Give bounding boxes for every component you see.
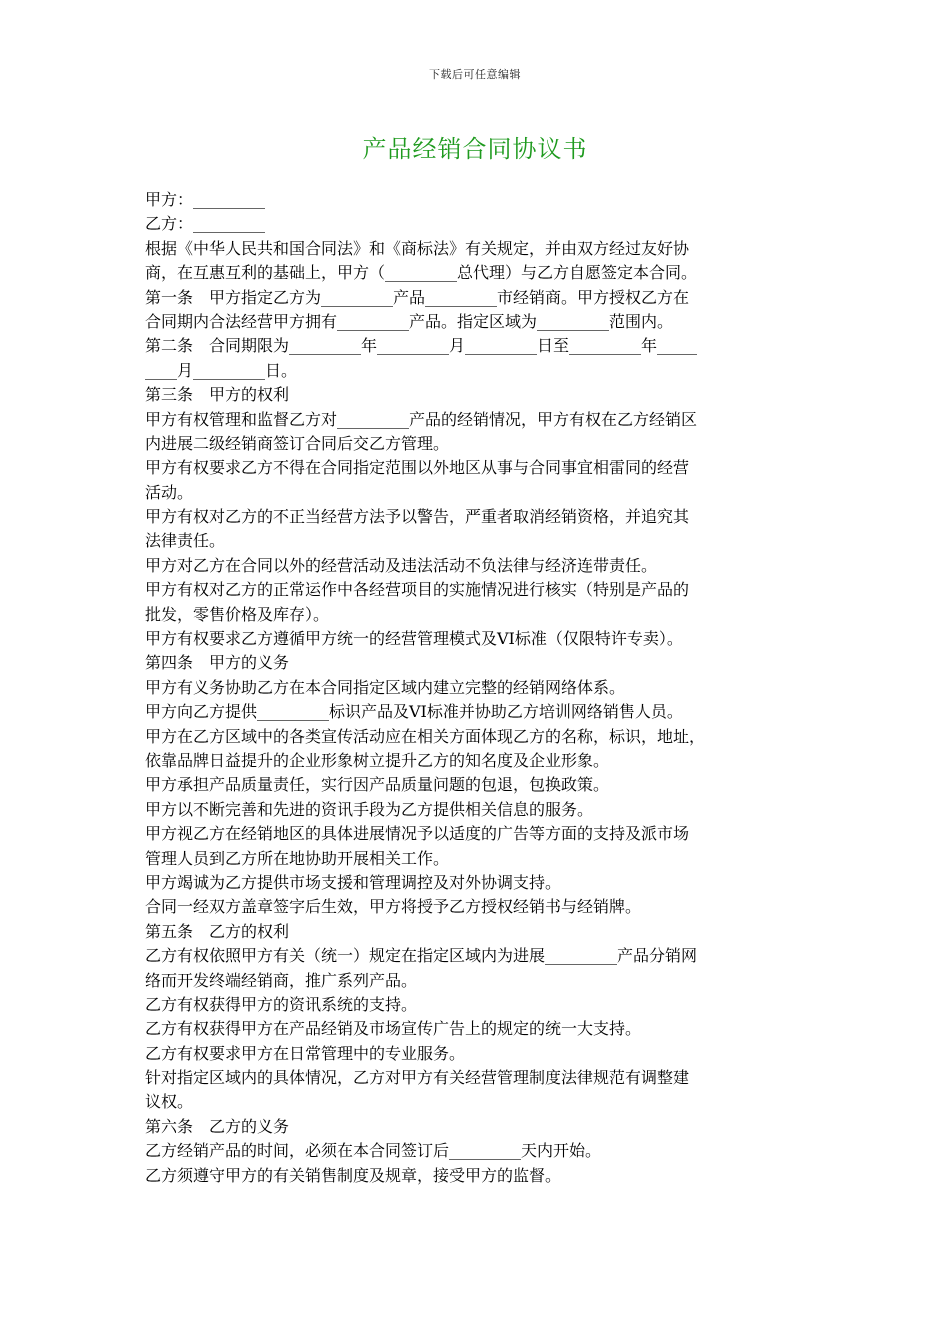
contract-text-line: 乙方须遵守甲方的有关销售制度及规章，接受甲方的监督。: [145, 1165, 562, 1185]
contract-text-line: 第六条 乙方的义务: [145, 1116, 290, 1136]
contract-text-line: 甲方向乙方提供_________标识产品及VI标准并协助乙方培训网络销售人员。: [145, 702, 683, 722]
contract-text-line: 甲方有义务协助乙方在本合同指定区域内建立完整的经销网络体系。: [145, 677, 626, 697]
contract-text-line: 甲方有权对乙方的正常运作中各经营项目的实施情况进行核实（特别是产品的: [145, 580, 690, 600]
contract-body: [145, 188, 810, 1188]
contract-text-line: 乙方有权获得甲方的资讯系统的支持。: [145, 994, 418, 1014]
contract-text-line: 甲方有权要求乙方遵循甲方统一的经营管理模式及VI标准（仅限特许专卖）。: [145, 629, 683, 649]
contract-text-line: 合同一经双方盖章签字后生效，甲方将授予乙方授权经销书与经销牌。: [145, 897, 642, 917]
contract-text-line: 法律责任。: [145, 531, 226, 551]
contract-text-line: 甲方竭诚为乙方提供市场支援和管理调控及对外协调支持。: [145, 872, 562, 892]
contract-text-line: 依靠品牌日益提升的企业形象树立提升乙方的知名度及企业形象。: [145, 750, 610, 770]
contract-text-line: 管理人员到乙方所在地协助开展相关工作。: [145, 848, 450, 868]
contract-text-line: 乙方：_________: [145, 214, 266, 234]
contract-text-line: 根据《中华人民共和国合同法》和《商标法》有关规定，并由双方经过友好协: [145, 238, 690, 258]
contract-text-line: 甲方视乙方在经销地区的具体进展情况予以适度的广告等方面的支持及派市场: [145, 824, 690, 844]
contract-text-line: 甲方承担产品质量责任，实行因产品质量问题的包退，包换政策。: [145, 775, 610, 795]
contract-text-line: 商，在互惠互利的基础上，甲方（_________总代理）与乙方自愿签定本合同。: [145, 263, 698, 283]
contract-text-line: 甲方有权对乙方的不正当经营方法予以警告，严重者取消经销资格，并追究其: [145, 507, 690, 527]
contract-text-line: 甲方以不断完善和先进的资讯手段为乙方提供相关信息的服务。: [145, 799, 594, 819]
contract-text-line: 乙方有权要求甲方在日常管理中的专业服务。: [145, 1043, 466, 1063]
contract-text-line: 甲方在乙方区域中的各类宣传活动应在相关方面体现乙方的名称，标识，地址，: [145, 726, 706, 746]
contract-text-line: 第三条 甲方的权利: [145, 385, 290, 405]
contract-text-line: 乙方经销产品的时间，必须在本合同签订后_________天内开始。: [145, 1141, 602, 1161]
contract-text-line: 第四条 甲方的义务: [145, 653, 290, 673]
contract-text-line: 活动。: [145, 482, 194, 502]
contract-text-line: 合同期内合法经营甲方拥有_________产品。指定区域为_________范围内。: [145, 311, 674, 331]
contract-text-line: 乙方有权依照甲方有关（统一）规定在指定区域内为进展_________产品分销网: [145, 946, 698, 966]
document-title: 产品经销合同协议书: [362, 135, 588, 163]
contract-text-line: ____月_________日。: [145, 360, 298, 380]
contract-text-line: 乙方有权获得甲方在产品经销及市场宣传广告上的规定的统一大支持。: [145, 1019, 642, 1039]
contract-text-line: 甲方有权要求乙方不得在合同指定范围以外地区从事与合同事宜相雷同的经营: [145, 458, 690, 478]
contract-text-line: 甲方对乙方在合同以外的经营活动及违法活动不负法律与经济连带责任。: [145, 555, 658, 575]
contract-text-line: 络而开发终端经销商，推广系列产品。: [145, 970, 418, 990]
contract-text-line: 内进展二级经销商签订合同后交乙方管理。: [145, 433, 450, 453]
contract-text-line: 议权。: [145, 1092, 194, 1112]
contract-text-line: 第一条 甲方指定乙方为_________产品_________市经销商。甲方授权乙方在: [145, 287, 690, 307]
contract-text-line: 甲方：_________: [145, 190, 266, 209]
contract-text-line: 批发，零售价格及库存）。: [145, 604, 330, 624]
header-note: 下载后可任意编辑: [429, 68, 521, 81]
contract-text-line: 针对指定区域内的具体情况，乙方对甲方有关经营管理制度法律规范有调整建: [145, 1068, 690, 1088]
contract-text-line: 第五条 乙方的权利: [145, 921, 290, 941]
contract-text-line: 甲方有权管理和监督乙方对_________产品的经销情况，甲方有权在乙方经销区: [145, 409, 698, 429]
contract-text-line: 第二条 合同期限为_________年_________月_________日至_________年_____: [145, 336, 698, 356]
